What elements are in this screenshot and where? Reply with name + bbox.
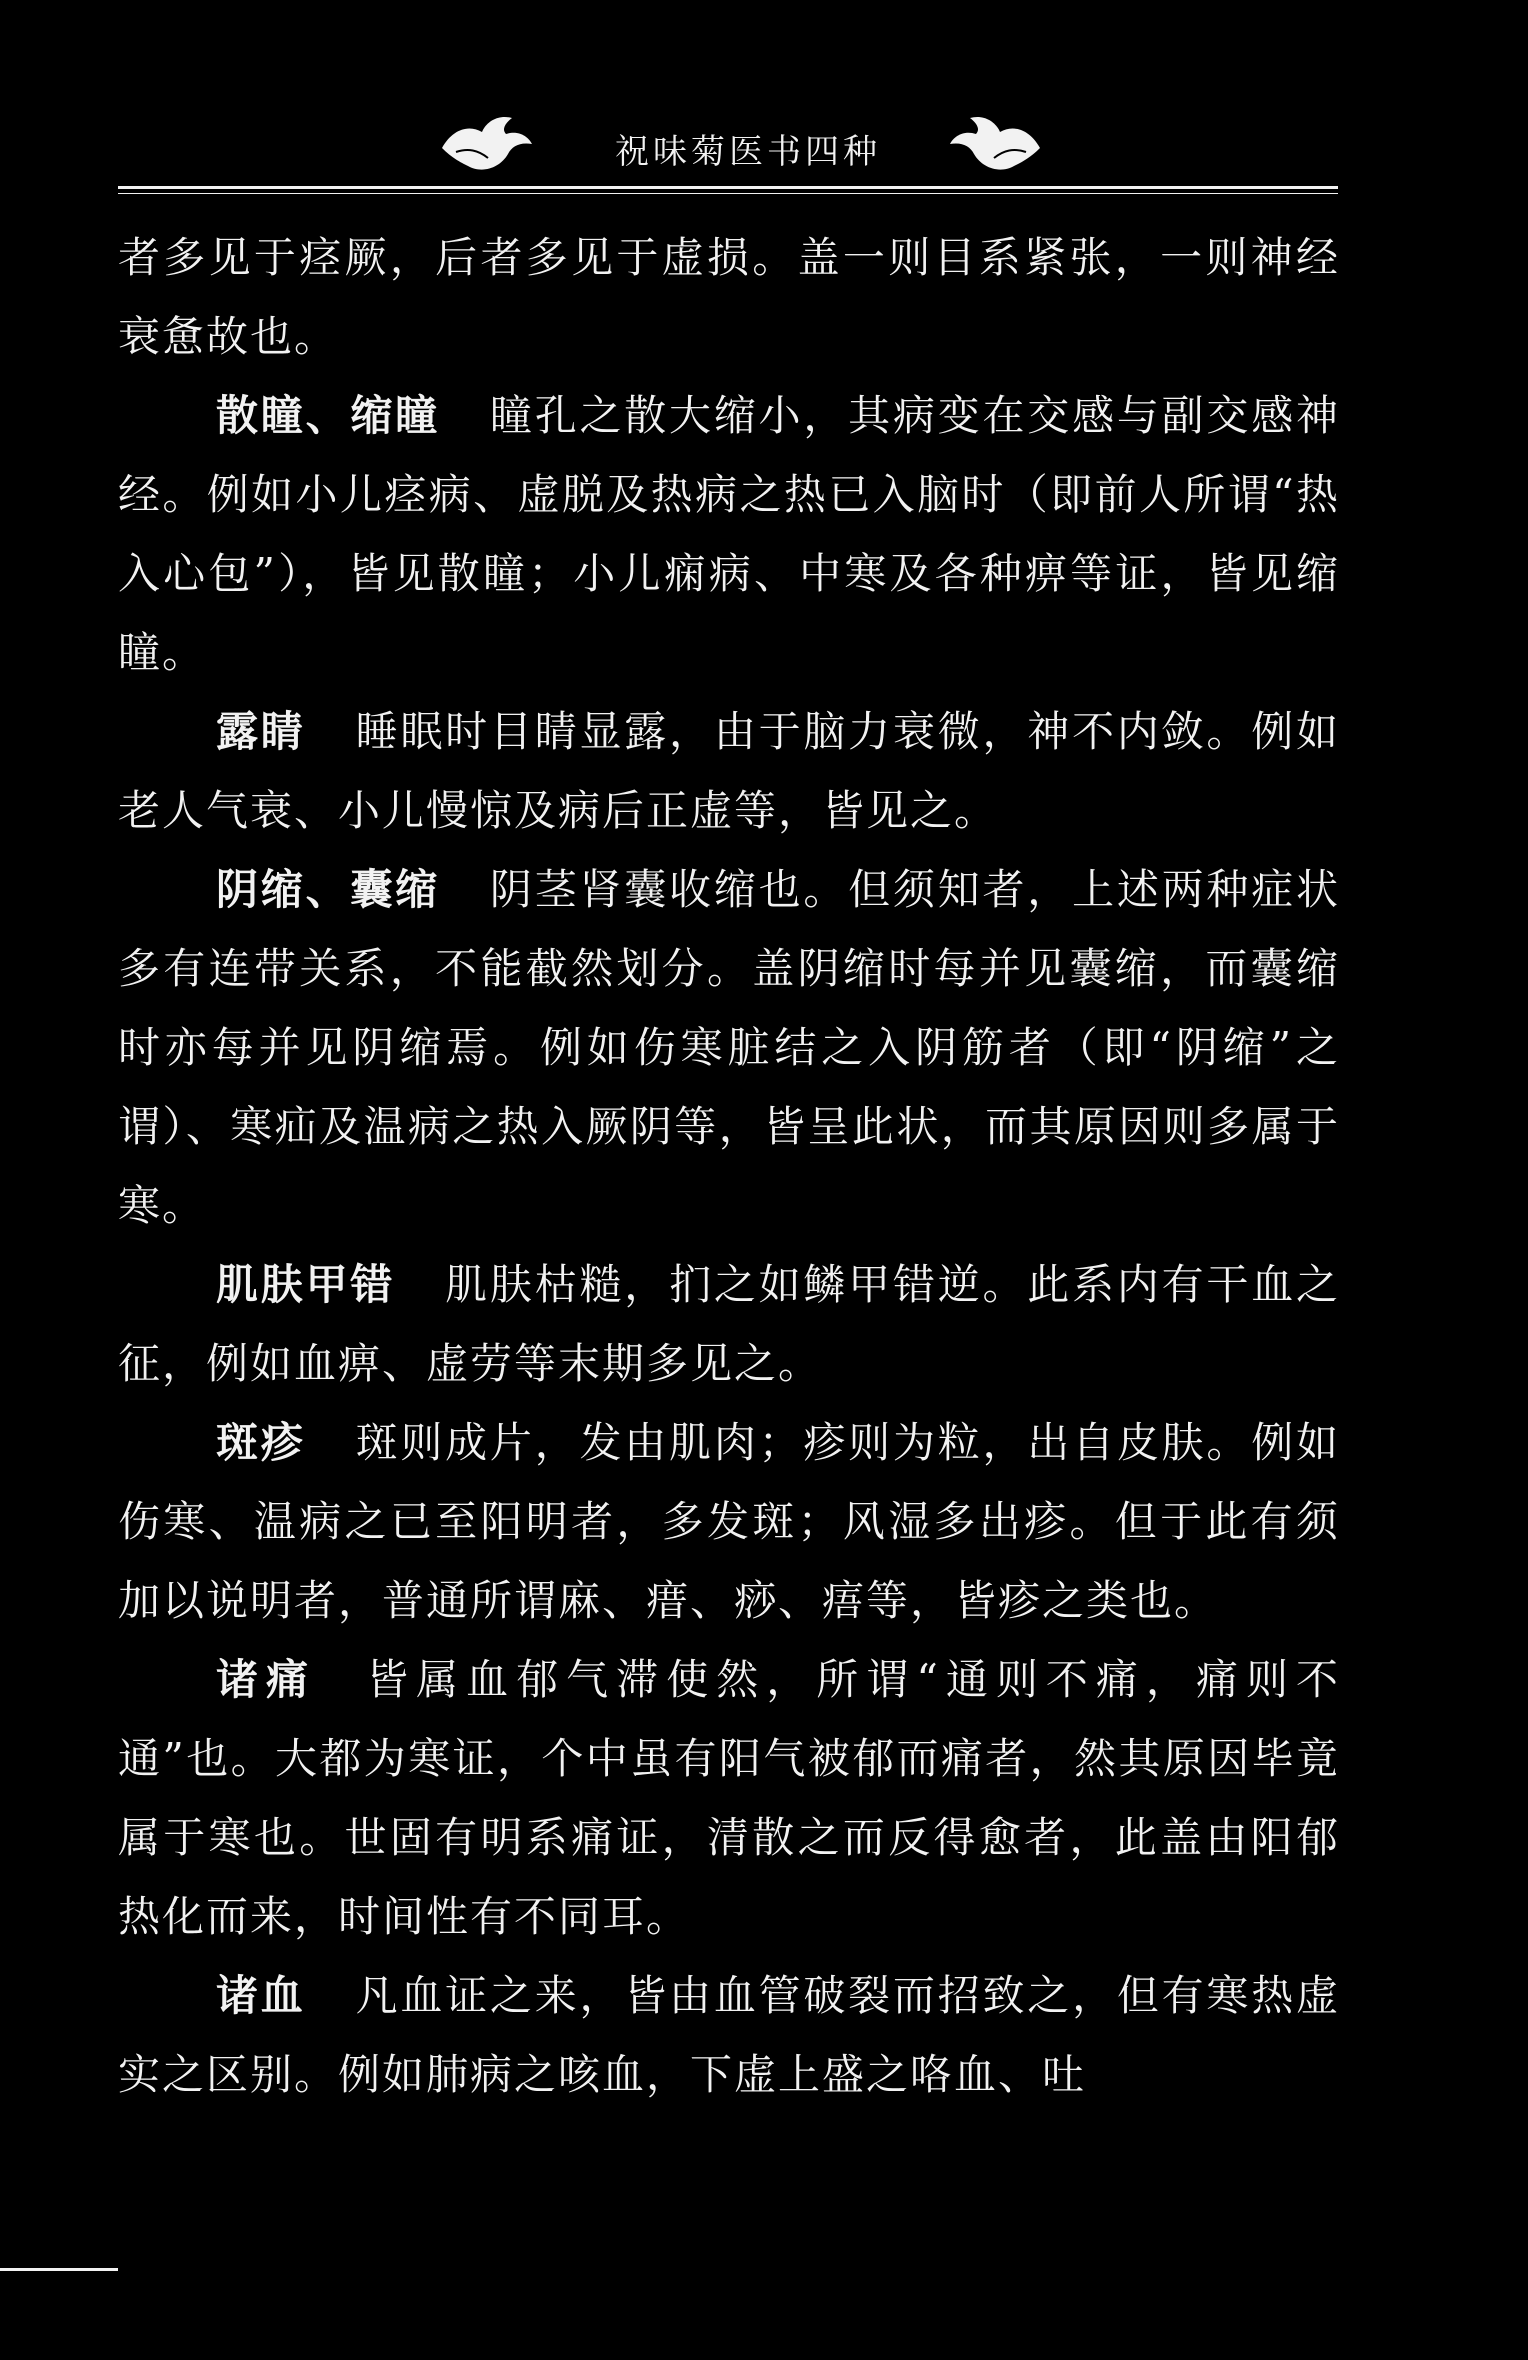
term-heading: 诸血	[216, 1971, 306, 2020]
paragraph	[118, 376, 1340, 692]
paragraph-text: 阴茎肾囊收缩也。但须知者，上述两种症状多有连带关系，不能截然划分。盖阴缩时每并见囊缩，而囊缩时亦每并见阴缩焉。例如伤寒脏结之入阴筋者（即“阴缩”之谓）、寒疝及温病之热入厥阴等，皆呈此状，而其原因则多属于寒。	[118, 865, 1340, 1230]
paragraph	[118, 1245, 1340, 1403]
paragraph	[118, 1956, 1340, 2114]
term-heading: 斑疹	[216, 1418, 306, 1467]
term-heading: 肌肤甲错	[216, 1260, 396, 1309]
paragraph-text: 睡眠时目睛显露，由于脑力衰微，神不内敛。例如老人气衰、小儿慢惊及病后正虚等，皆见之。	[118, 707, 1340, 835]
term-heading: 散瞳、缩瞳	[216, 391, 440, 440]
paragraph	[118, 218, 1340, 376]
term-heading: 阴缩、囊缩	[216, 865, 440, 914]
term-heading: 露睛	[216, 707, 306, 756]
bird-ornament-icon	[438, 108, 534, 178]
paragraph-text: 肌肤枯糙，扪之如鳞甲错逆。此系内有干血之征，例如血痹、虚劳等末期多见之。	[118, 1260, 1340, 1388]
body-text	[118, 218, 1340, 2114]
header-rule	[118, 186, 1338, 189]
running-header-title: 祝味菊医书四种	[615, 132, 881, 172]
page-header	[118, 100, 1338, 196]
header-rule-thin	[118, 193, 1338, 194]
paragraph	[118, 1403, 1340, 1640]
paragraph-text: 瞳孔之散大缩小，其病变在交感与副交感神经。例如小儿痉病、虚脱及热病之热已入脑时（即前人所谓“热入心包”），皆见散瞳；小儿痫病、中寒及各种痹等证，皆见缩瞳。	[118, 391, 1340, 677]
paragraph-text: 凡血证之来，皆由血管破裂而招致之，但有寒热虚实之区别。例如肺病之咳血，下虚上盛之咯血、吐	[118, 1971, 1340, 2099]
paragraph-text: 者多见于痉厥，后者多见于虚损。盖一则目系紧张，一则神经衰惫故也。	[118, 233, 1340, 361]
paragraph-text: 斑则成片，发由肌肉；疹则为粒，出自皮肤。例如伤寒、温病之已至阳明者，多发斑；风湿多出疹。但于此有须加以说明者，普通所谓麻、瘄、痧、痦等，皆疹之类也。	[118, 1418, 1340, 1625]
paragraph-text: 皆属血郁气滞使然，所谓“通则不痛，痛则不通”也。大都为寒证，个中虽有阳气被郁而痛者，然其原因毕竟属于寒也。世固有明系痛证，清散之而反得愈者，此盖由阳郁热化而来，时间性有不同耳。	[118, 1655, 1340, 1941]
paragraph	[118, 692, 1340, 850]
term-heading: 诸痛	[216, 1655, 317, 1704]
paragraph	[118, 1640, 1340, 1956]
paragraph	[118, 850, 1340, 1245]
bird-ornament-icon	[948, 108, 1044, 178]
footer-rule	[0, 2268, 118, 2271]
